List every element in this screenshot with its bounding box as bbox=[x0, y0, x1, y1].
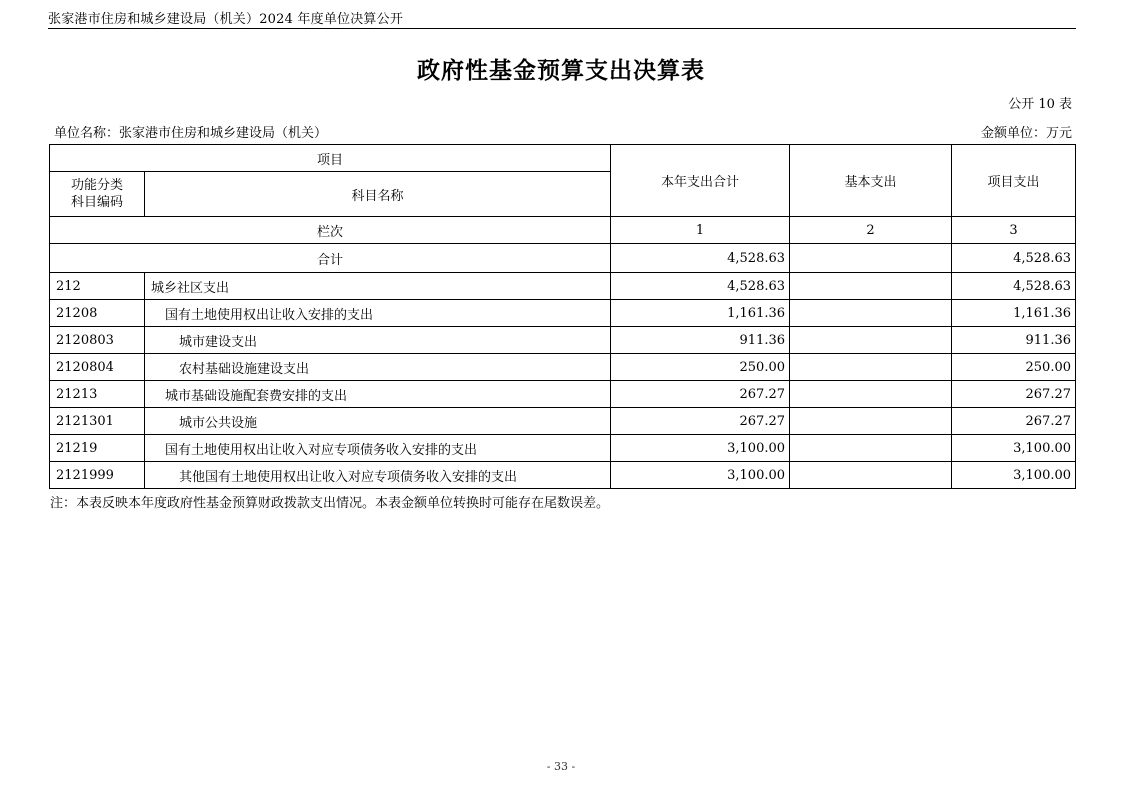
row-basic bbox=[790, 300, 952, 327]
row-total: 1,161.36 bbox=[611, 300, 790, 327]
func-code-header-line2: 科目编码 bbox=[70, 195, 123, 210]
subject-name-header: 科目名称 bbox=[145, 172, 611, 217]
row-project: 3,100.00 bbox=[952, 462, 1076, 489]
row-project: 911.36 bbox=[952, 327, 1076, 354]
table-row bbox=[50, 327, 1076, 354]
row-code: 2121999 bbox=[50, 462, 145, 489]
unit-name: 单位名称：张家港市住房和城乡建设局（机关） bbox=[54, 126, 328, 141]
footnote: 注：本表反映本年度政府性基金预算财政拨款支出情况。本表金额单位转换时可能存在尾数误差。 bbox=[50, 496, 610, 511]
table-row bbox=[50, 462, 1076, 489]
row-basic bbox=[790, 273, 952, 300]
table-row bbox=[50, 435, 1076, 462]
row-subject-name: 城市建设支出 bbox=[145, 327, 611, 354]
row-subject-name: 农村基础设施建设支出 bbox=[145, 354, 611, 381]
row-code: 2121301 bbox=[50, 408, 145, 435]
row-project: 267.27 bbox=[952, 408, 1076, 435]
sum-project: 4,528.63 bbox=[952, 244, 1076, 273]
row-code: 212 bbox=[50, 273, 145, 300]
table-number: 公开 10 表 bbox=[1008, 97, 1072, 112]
row-project: 267.27 bbox=[952, 381, 1076, 408]
sum-row bbox=[50, 244, 1076, 273]
row-basic bbox=[790, 381, 952, 408]
sum-total: 4,528.63 bbox=[611, 244, 790, 273]
header-row-1 bbox=[50, 145, 1076, 172]
project-header: 项目支出 bbox=[952, 145, 1076, 217]
column-index-project: 3 bbox=[952, 217, 1076, 244]
column-index-label: 栏次 bbox=[50, 217, 611, 244]
row-total: 250.00 bbox=[611, 354, 790, 381]
row-basic bbox=[790, 408, 952, 435]
row-total: 3,100.00 bbox=[611, 462, 790, 489]
row-basic bbox=[790, 354, 952, 381]
table-row bbox=[50, 408, 1076, 435]
row-code: 21208 bbox=[50, 300, 145, 327]
table-row bbox=[50, 300, 1076, 327]
row-basic bbox=[790, 462, 952, 489]
row-code: 21219 bbox=[50, 435, 145, 462]
header-divider bbox=[48, 28, 1076, 29]
row-total: 267.27 bbox=[611, 408, 790, 435]
row-subject-name: 国有土地使用权出让收入对应专项债务收入安排的支出 bbox=[145, 435, 611, 462]
basic-header: 基本支出 bbox=[790, 145, 952, 217]
row-subject-name: 国有土地使用权出让收入安排的支出 bbox=[145, 300, 611, 327]
sum-label: 合计 bbox=[50, 244, 611, 273]
row-project: 1,161.36 bbox=[952, 300, 1076, 327]
row-total: 4,528.63 bbox=[611, 273, 790, 300]
column-index-total: 1 bbox=[611, 217, 790, 244]
row-subject-name: 城乡社区支出 bbox=[145, 273, 611, 300]
row-subject-name: 城市公共设施 bbox=[145, 408, 611, 435]
total-header: 本年支出合计 bbox=[611, 145, 790, 217]
sum-basic bbox=[790, 244, 952, 273]
page-number: - 33 - bbox=[546, 760, 576, 773]
row-total: 3,100.00 bbox=[611, 435, 790, 462]
row-basic bbox=[790, 327, 952, 354]
row-project: 4,528.63 bbox=[952, 273, 1076, 300]
row-code: 21213 bbox=[50, 381, 145, 408]
document-title: 政府性基金预算支出决算表 bbox=[417, 58, 705, 84]
row-total: 911.36 bbox=[611, 327, 790, 354]
item-header: 项目 bbox=[50, 145, 611, 172]
row-project: 3,100.00 bbox=[952, 435, 1076, 462]
table-row bbox=[50, 273, 1076, 300]
fund-expenditure-table bbox=[49, 144, 1076, 489]
row-basic bbox=[790, 435, 952, 462]
row-subject-name: 城市基础设施配套费安排的支出 bbox=[145, 381, 611, 408]
column-index-basic: 2 bbox=[790, 217, 952, 244]
column-index-row bbox=[50, 217, 1076, 244]
func-code-header bbox=[50, 172, 145, 217]
running-header: 张家港市住房和城乡建设局（机关）2024 年度单位决算公开 bbox=[48, 12, 404, 27]
row-total: 267.27 bbox=[611, 381, 790, 408]
row-subject-name: 其他国有土地使用权出让收入对应专项债务收入安排的支出 bbox=[145, 462, 611, 489]
row-code: 2120804 bbox=[50, 354, 145, 381]
amount-unit: 金额单位：万元 bbox=[980, 126, 1072, 141]
table-row bbox=[50, 381, 1076, 408]
row-code: 2120803 bbox=[50, 327, 145, 354]
func-code-header-line1: 功能分类 bbox=[70, 178, 123, 193]
table-row bbox=[50, 354, 1076, 381]
row-project: 250.00 bbox=[952, 354, 1076, 381]
